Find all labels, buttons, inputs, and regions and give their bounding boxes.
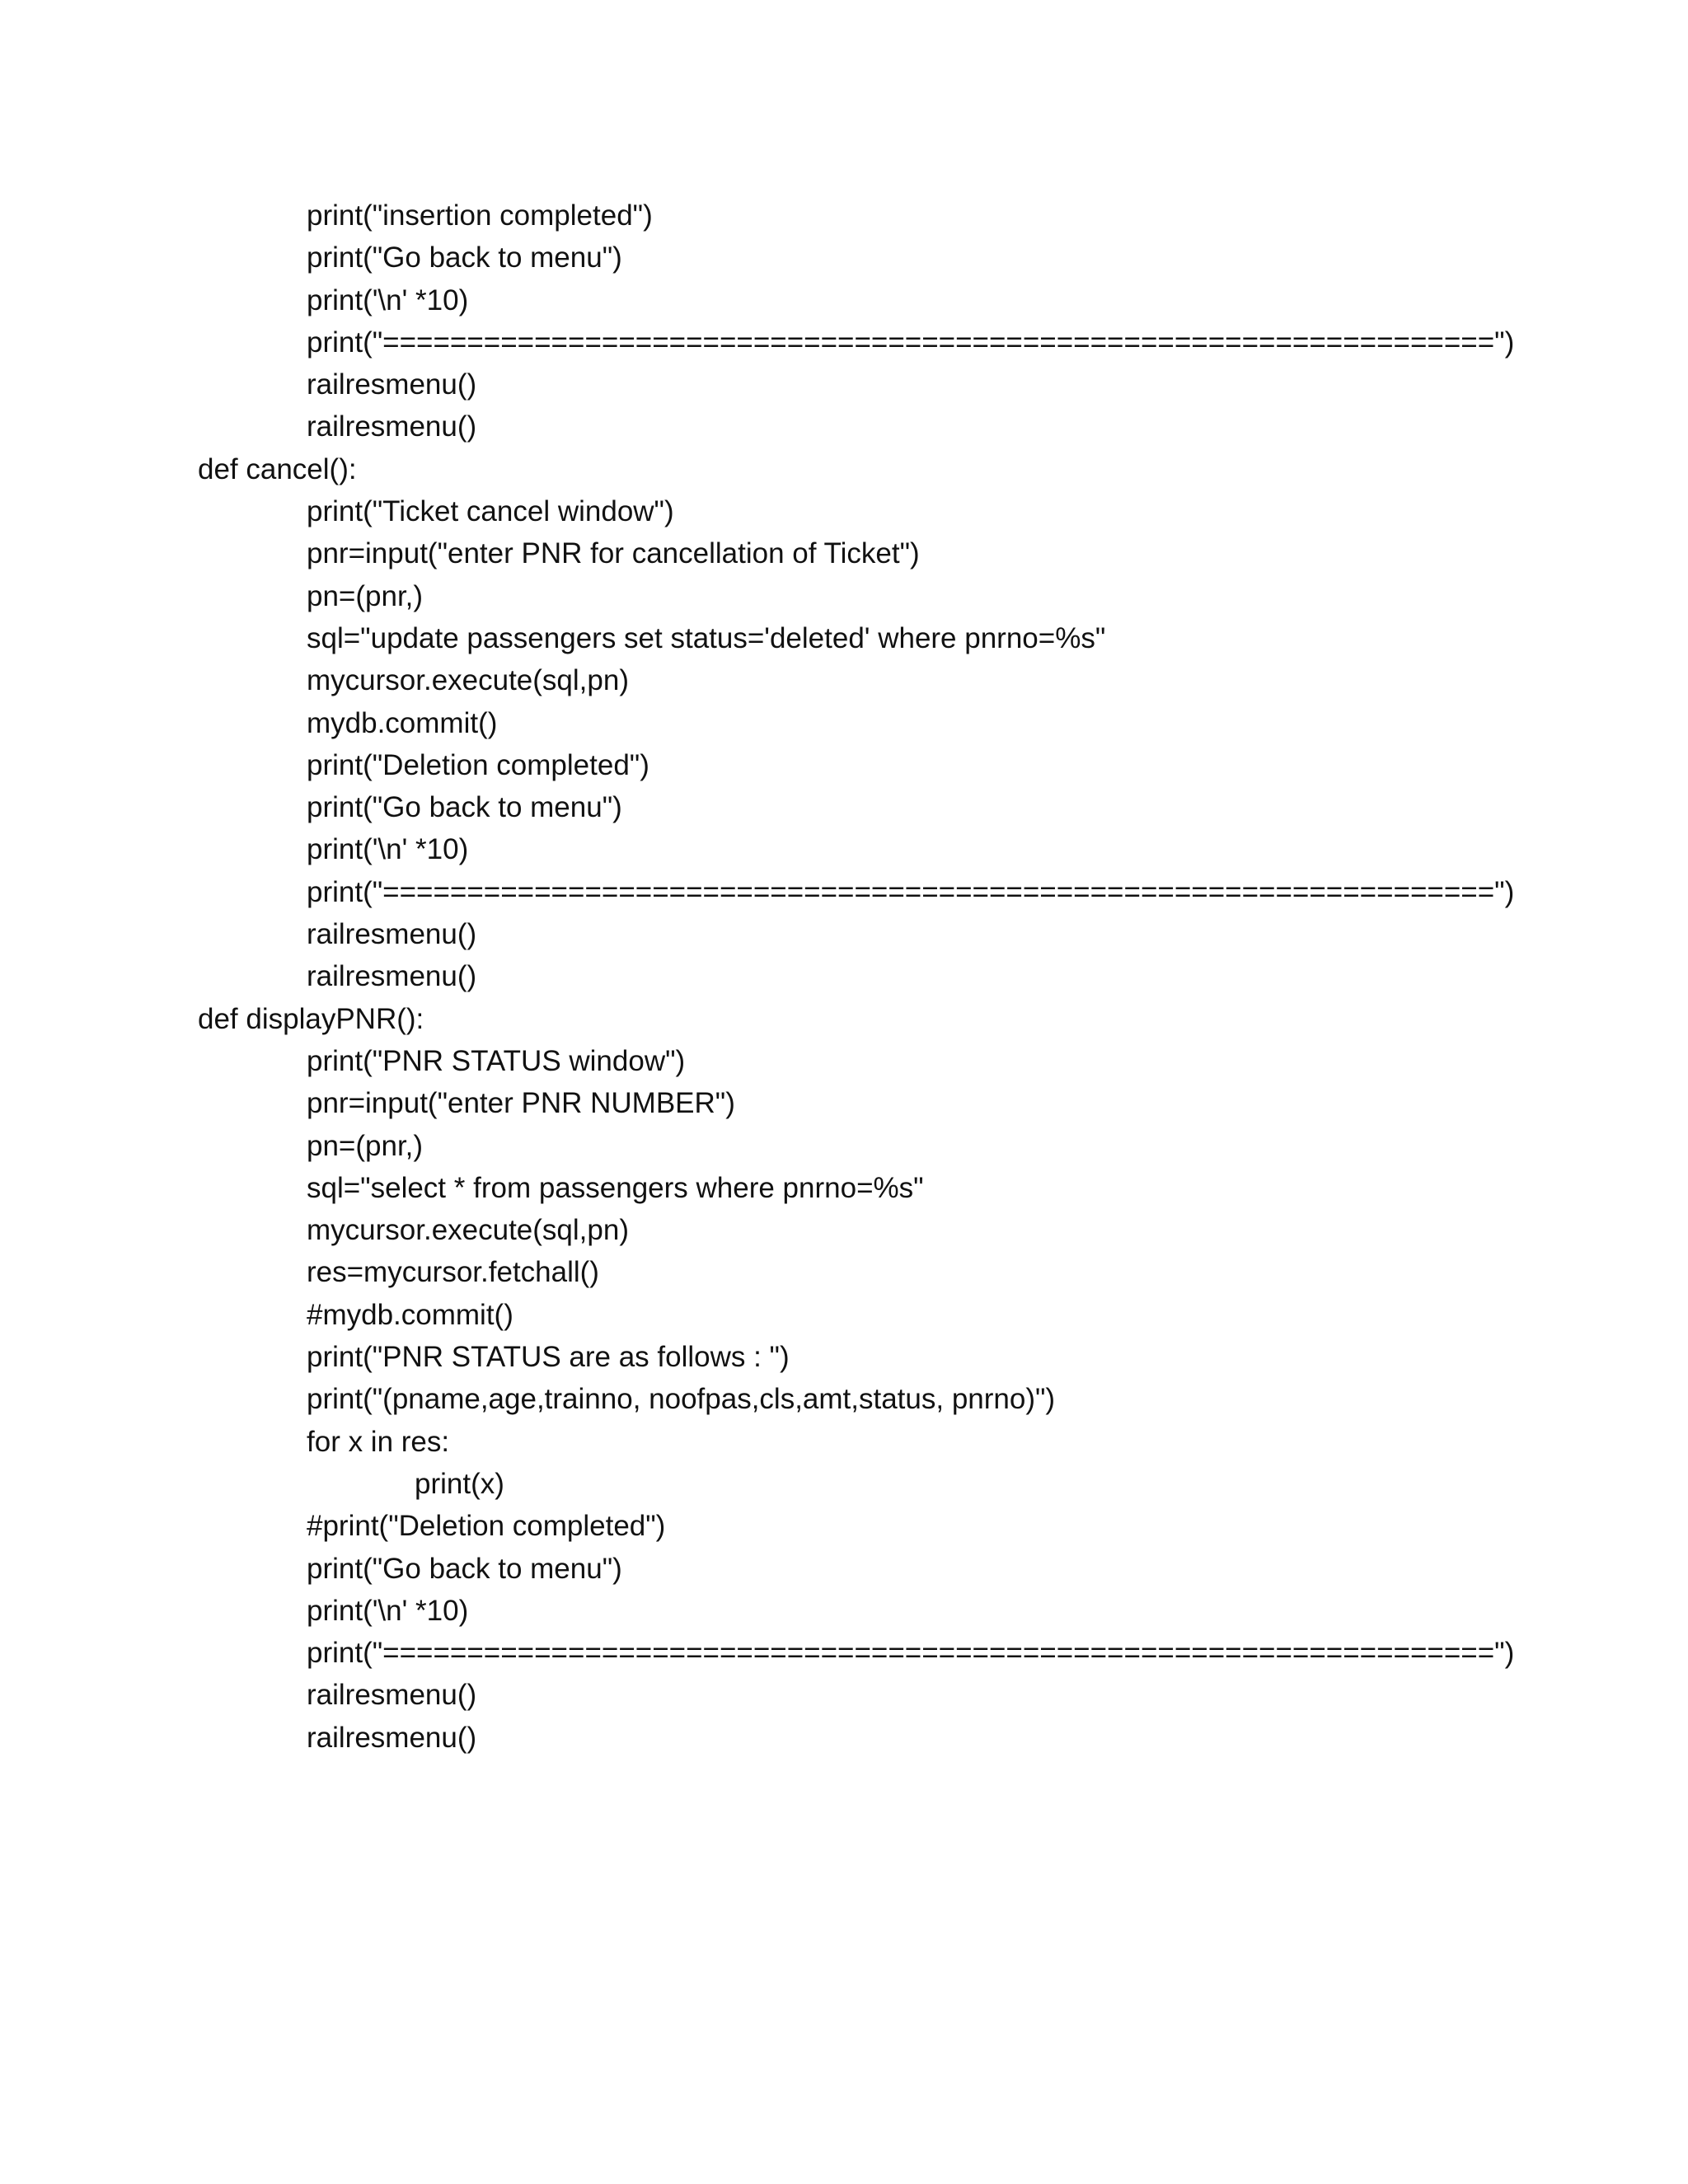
code-line: print("insertion completed")	[307, 199, 653, 232]
code-line: print(x)	[415, 1467, 504, 1500]
code-line: railresmenu()	[307, 410, 477, 443]
code-line: railresmenu()	[307, 368, 477, 401]
code-line: railresmenu()	[307, 960, 477, 993]
code-line: res=mycursor.fetchall()	[307, 1256, 599, 1289]
code-line: print("PNR STATUS window")	[307, 1044, 686, 1077]
code-line: pnr=input("enter PNR NUMBER")	[307, 1087, 735, 1120]
code-line: pn=(pnr,)	[307, 579, 424, 612]
code-line: def displayPNR():	[198, 1002, 424, 1035]
code-line: railresmenu()	[307, 1679, 477, 1712]
code-line: print("(pname,age,trainno, noofpas,cls,amt,status, pnrno)")	[307, 1383, 1056, 1416]
code-line: pnr=input("enter PNR for cancellation of Ticket")	[307, 537, 920, 570]
code-line: print('\n' *10)	[307, 833, 469, 866]
code-line: print("PNR STATUS are as follows : ")	[307, 1341, 790, 1374]
code-line: print("Go back to menu")	[307, 1552, 622, 1585]
code-line: for x in res:	[307, 1425, 450, 1458]
code-line: print("==================================================================")	[307, 875, 1515, 908]
code-line: railresmenu()	[307, 1721, 477, 1754]
code-line: print("==================================================================")	[307, 1637, 1515, 1670]
code-line: railresmenu()	[307, 918, 477, 951]
code-line: mycursor.execute(sql,pn)	[307, 664, 629, 697]
code-line: pn=(pnr,)	[307, 1129, 424, 1162]
code-line: sql="update passengers set status='deleted' where pnrno=%s"	[307, 621, 1106, 654]
code-line: sql="select * from passengers where pnrno=%s"	[307, 1171, 924, 1204]
code-line: print("Deletion completed")	[307, 748, 649, 781]
code-line: def cancel():	[198, 452, 357, 485]
code-line: print('\n' *10)	[307, 284, 469, 316]
code-line: #mydb.commit()	[307, 1298, 513, 1331]
code-line: print("==================================================================")	[307, 326, 1515, 359]
code-line: print("Ticket cancel window")	[307, 495, 674, 528]
code-line: print("Go back to menu")	[307, 241, 622, 274]
code-listing	[198, 194, 1648, 1759]
code-line: print("Go back to menu")	[307, 791, 622, 824]
code-line: print('\n' *10)	[307, 1594, 469, 1627]
code-line: mydb.commit()	[307, 706, 498, 739]
code-line: #print("Deletion completed")	[307, 1510, 666, 1543]
code-line: mycursor.execute(sql,pn)	[307, 1214, 629, 1247]
